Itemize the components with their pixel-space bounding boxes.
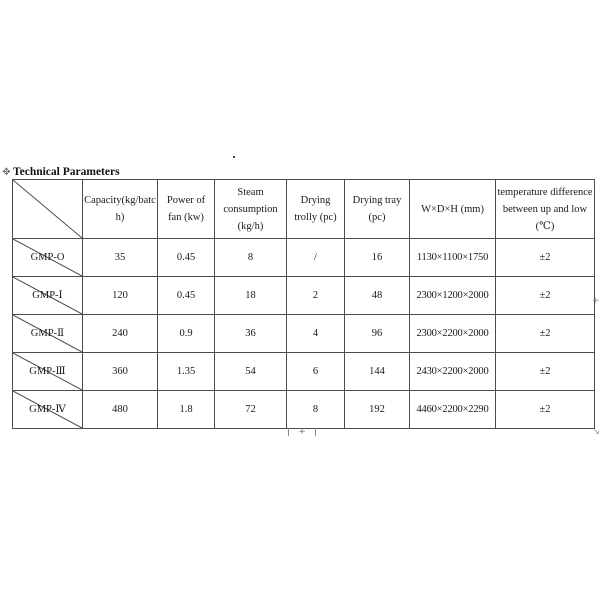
tray-cell: 96 [345,315,410,353]
table-resize-handle-icon[interactable]: + [288,428,316,436]
capacity-cell: 480 [83,391,158,429]
temp-cell: ±2 [496,239,595,277]
capacity-cell: 35 [83,239,158,277]
dims-cell: 1130×1100×1750 [410,239,496,277]
table-row [13,353,595,391]
header-power: Power of fan (kw) [158,180,215,239]
table-row [13,239,595,277]
steam-cell: 54 [215,353,287,391]
power-cell: 1.35 [158,353,215,391]
model-cell: GMP-Ⅱ [13,315,83,353]
capacity-cell: 360 [83,353,158,391]
header-tray: Drying tray (pc) [345,180,410,239]
stray-mark [233,156,235,158]
header-temp: temperature difference between up and low (℃) [496,180,595,239]
tray-cell: 48 [345,277,410,315]
header-capacity: Capacity(kg/batch) [83,180,158,239]
capacity-cell: 240 [83,315,158,353]
temp-cell: ±2 [496,353,595,391]
model-cell: GMP-Ⅲ [13,353,83,391]
power-cell: 1.8 [158,391,215,429]
power-cell: 0.45 [158,239,215,277]
capacity-cell: 120 [83,277,158,315]
trolly-cell: 2 [287,277,345,315]
insert-column-icon[interactable]: + [592,296,600,306]
table-row [13,277,595,315]
model-cell: GMP-O [13,239,83,277]
dims-cell: 2300×1200×2000 [410,277,496,315]
trolly-cell: / [287,239,345,277]
table-header-row [13,180,595,239]
tray-cell: 144 [345,353,410,391]
header-dims: W×D×H (mm) [410,180,496,239]
trolly-cell: 4 [287,315,345,353]
power-cell: 0.45 [158,277,215,315]
table-move-handle-icon[interactable]: ✥ [2,167,11,178]
dims-cell: 2300×2200×2000 [410,315,496,353]
technical-parameters-table [12,179,595,429]
model-cell: GMP-Ⅰ [13,277,83,315]
steam-cell: 72 [215,391,287,429]
trolly-cell: 6 [287,353,345,391]
header-trolly: Drying trolly (pc) [287,180,345,239]
trolly-cell: 8 [287,391,345,429]
power-cell: 0.9 [158,315,215,353]
diagonal-line-icon [13,180,82,238]
temp-cell: ±2 [496,391,595,429]
dims-cell: 2430×2200×2000 [410,353,496,391]
table-row [13,391,595,429]
temp-cell: ±2 [496,315,595,353]
header-steam: Steam consumption (kg/h) [215,180,287,239]
steam-cell: 36 [215,315,287,353]
dims-cell: 4460×2200×2290 [410,391,496,429]
table-row [13,315,595,353]
tray-cell: 16 [345,239,410,277]
table-corner-resize-icon[interactable]: ↘ [593,427,600,436]
tray-cell: 192 [345,391,410,429]
diagonal-corner-cell [13,180,83,239]
page-title: Technical Parameters [13,166,120,178]
steam-cell: 18 [215,277,287,315]
temp-cell: ±2 [496,277,595,315]
model-cell: GMP-Ⅳ [13,391,83,429]
steam-cell: 8 [215,239,287,277]
